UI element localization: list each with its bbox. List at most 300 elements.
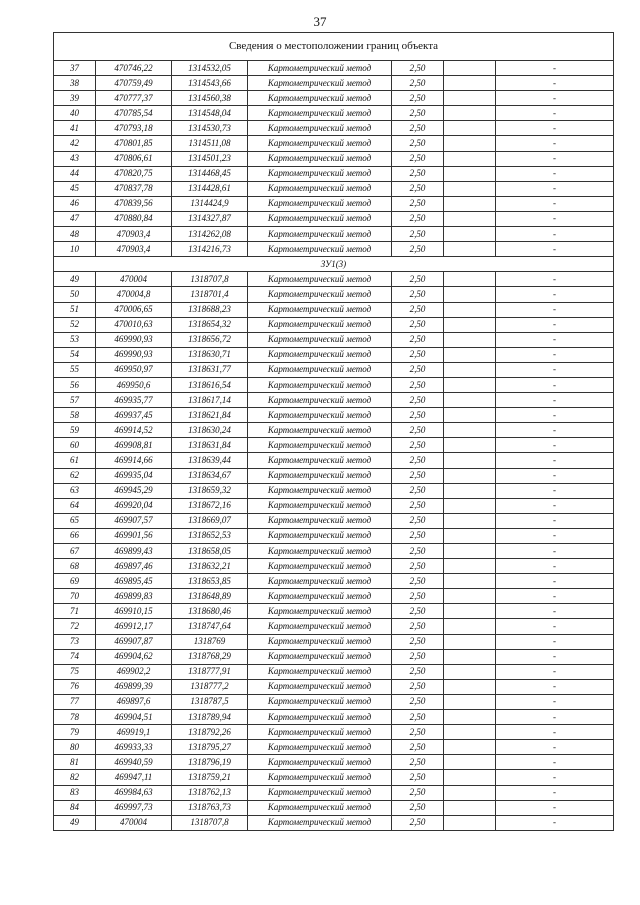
point-number: 58 — [54, 408, 96, 423]
method-cell: Картометрический метод — [248, 362, 392, 377]
x-coordinate: 469901,56 — [96, 528, 172, 543]
empty-cell — [444, 106, 496, 121]
method-cell: Картометрический метод — [248, 755, 392, 770]
dash-cell: - — [496, 589, 614, 604]
point-number: 68 — [54, 559, 96, 574]
point-number: 40 — [54, 106, 96, 121]
x-coordinate: 469997,73 — [96, 800, 172, 815]
table-row — [54, 362, 614, 377]
empty-cell — [444, 770, 496, 785]
table-row — [54, 559, 614, 574]
method-cell: Картометрический метод — [248, 740, 392, 755]
empty-cell — [444, 76, 496, 91]
dash-cell: - — [496, 710, 614, 725]
method-cell: Картометрический метод — [248, 91, 392, 106]
method-cell: Картометрический метод — [248, 634, 392, 649]
empty-cell — [444, 227, 496, 242]
table-row — [54, 800, 614, 815]
point-number: 82 — [54, 770, 96, 785]
empty-cell — [444, 151, 496, 166]
accuracy-cell: 2,50 — [392, 317, 444, 332]
table-row — [54, 679, 614, 694]
empty-cell — [444, 513, 496, 528]
method-cell: Картометрический метод — [248, 528, 392, 543]
y-coordinate: 1314428,61 — [172, 181, 248, 196]
table-row — [54, 121, 614, 136]
x-coordinate: 470903,4 — [96, 242, 172, 257]
accuracy-cell: 2,50 — [392, 664, 444, 679]
accuracy-cell: 2,50 — [392, 679, 444, 694]
x-coordinate: 469897,46 — [96, 559, 172, 574]
y-coordinate: 1318789,94 — [172, 710, 248, 725]
dash-cell: - — [496, 91, 614, 106]
method-cell: Картометрический метод — [248, 151, 392, 166]
accuracy-cell: 2,50 — [392, 347, 444, 362]
dash-cell: - — [496, 121, 614, 136]
x-coordinate: 469910,15 — [96, 604, 172, 619]
y-coordinate: 1314327,87 — [172, 211, 248, 226]
accuracy-cell: 2,50 — [392, 710, 444, 725]
dash-cell: - — [496, 166, 614, 181]
table-row — [54, 377, 614, 392]
y-coordinate: 1318617,14 — [172, 393, 248, 408]
accuracy-cell: 2,50 — [392, 408, 444, 423]
table-row — [54, 332, 614, 347]
table-row — [54, 453, 614, 468]
point-number: 49 — [54, 815, 96, 830]
x-coordinate: 470004 — [96, 815, 172, 830]
method-cell: Картометрический метод — [248, 76, 392, 91]
dash-cell: - — [496, 800, 614, 815]
accuracy-cell: 2,50 — [392, 76, 444, 91]
point-number: 48 — [54, 227, 96, 242]
y-coordinate: 1318777,91 — [172, 664, 248, 679]
x-coordinate: 470004,8 — [96, 287, 172, 302]
x-coordinate: 469899,83 — [96, 589, 172, 604]
empty-cell — [444, 574, 496, 589]
dash-cell: - — [496, 287, 614, 302]
table-row — [54, 211, 614, 226]
method-cell: Картометрический метод — [248, 800, 392, 815]
x-coordinate: 469937,45 — [96, 408, 172, 423]
y-coordinate: 1318652,53 — [172, 528, 248, 543]
point-number: 57 — [54, 393, 96, 408]
accuracy-cell: 2,50 — [392, 377, 444, 392]
x-coordinate: 470004 — [96, 272, 172, 287]
y-coordinate: 1318747,64 — [172, 619, 248, 634]
x-coordinate: 469935,77 — [96, 393, 172, 408]
table-row — [54, 574, 614, 589]
point-number: 46 — [54, 196, 96, 211]
point-number: 71 — [54, 604, 96, 619]
method-cell: Картометрический метод — [248, 61, 392, 76]
dash-cell: - — [496, 272, 614, 287]
point-number: 73 — [54, 634, 96, 649]
y-coordinate: 1318792,26 — [172, 725, 248, 740]
table-row — [54, 61, 614, 76]
accuracy-cell: 2,50 — [392, 498, 444, 513]
accuracy-cell: 2,50 — [392, 589, 444, 604]
x-coordinate: 469895,45 — [96, 574, 172, 589]
method-cell: Картометрический метод — [248, 468, 392, 483]
empty-cell — [444, 211, 496, 226]
point-number: 49 — [54, 272, 96, 287]
point-number: 53 — [54, 332, 96, 347]
dash-cell: - — [496, 513, 614, 528]
point-number: 66 — [54, 528, 96, 543]
accuracy-cell: 2,50 — [392, 574, 444, 589]
empty-cell — [444, 710, 496, 725]
empty-cell — [444, 181, 496, 196]
method-cell: Картометрический метод — [248, 483, 392, 498]
y-coordinate: 1314468,45 — [172, 166, 248, 181]
point-number: 84 — [54, 800, 96, 815]
point-number: 60 — [54, 438, 96, 453]
method-cell: Картометрический метод — [248, 619, 392, 634]
dash-cell: - — [496, 604, 614, 619]
point-number: 42 — [54, 136, 96, 151]
x-coordinate: 470793,18 — [96, 121, 172, 136]
section-label: ЗУ1(3) — [54, 257, 614, 272]
y-coordinate: 1314424,9 — [172, 196, 248, 211]
y-coordinate: 1318616,54 — [172, 377, 248, 392]
x-coordinate: 469990,93 — [96, 332, 172, 347]
y-coordinate: 1318707,8 — [172, 815, 248, 830]
empty-cell — [444, 619, 496, 634]
point-number: 59 — [54, 423, 96, 438]
accuracy-cell: 2,50 — [392, 649, 444, 664]
method-cell: Картометрический метод — [248, 453, 392, 468]
x-coordinate: 469904,51 — [96, 710, 172, 725]
table-row — [54, 619, 614, 634]
empty-cell — [444, 498, 496, 513]
dash-cell: - — [496, 181, 614, 196]
accuracy-cell: 2,50 — [392, 815, 444, 830]
table-row — [54, 815, 614, 830]
y-coordinate: 1318656,72 — [172, 332, 248, 347]
table-row — [54, 302, 614, 317]
point-number: 76 — [54, 679, 96, 694]
table-title-row — [54, 33, 614, 61]
dash-cell: - — [496, 815, 614, 830]
dash-cell: - — [496, 574, 614, 589]
table-row — [54, 136, 614, 151]
empty-cell — [444, 634, 496, 649]
dash-cell: - — [496, 498, 614, 513]
accuracy-cell: 2,50 — [392, 287, 444, 302]
method-cell: Картометрический метод — [248, 725, 392, 740]
method-cell: Картометрический метод — [248, 498, 392, 513]
x-coordinate: 470806,61 — [96, 151, 172, 166]
dash-cell: - — [496, 227, 614, 242]
empty-cell — [444, 287, 496, 302]
y-coordinate: 1318630,71 — [172, 347, 248, 362]
accuracy-cell: 2,50 — [392, 227, 444, 242]
dash-cell: - — [496, 408, 614, 423]
x-coordinate: 469940,59 — [96, 755, 172, 770]
x-coordinate: 469914,52 — [96, 423, 172, 438]
y-coordinate: 1318669,07 — [172, 513, 248, 528]
method-cell: Картометрический метод — [248, 347, 392, 362]
empty-cell — [444, 604, 496, 619]
y-coordinate: 1318634,67 — [172, 468, 248, 483]
y-coordinate: 1318768,29 — [172, 649, 248, 664]
empty-cell — [444, 694, 496, 709]
empty-cell — [444, 740, 496, 755]
point-number: 51 — [54, 302, 96, 317]
accuracy-cell: 2,50 — [392, 151, 444, 166]
y-coordinate: 1318680,46 — [172, 604, 248, 619]
dash-cell: - — [496, 302, 614, 317]
method-cell: Картометрический метод — [248, 679, 392, 694]
empty-cell — [444, 91, 496, 106]
point-number: 50 — [54, 287, 96, 302]
accuracy-cell: 2,50 — [392, 694, 444, 709]
table-row — [54, 166, 614, 181]
empty-cell — [444, 649, 496, 664]
table-row — [54, 106, 614, 121]
dash-cell: - — [496, 317, 614, 332]
method-cell: Картометрический метод — [248, 136, 392, 151]
table-row — [54, 272, 614, 287]
x-coordinate: 469899,39 — [96, 679, 172, 694]
method-cell: Картометрический метод — [248, 166, 392, 181]
table-row — [54, 710, 614, 725]
dash-cell: - — [496, 559, 614, 574]
y-coordinate: 1318658,05 — [172, 544, 248, 559]
accuracy-cell: 2,50 — [392, 604, 444, 619]
table-row — [54, 91, 614, 106]
point-number: 54 — [54, 347, 96, 362]
dash-cell: - — [496, 755, 614, 770]
point-number: 63 — [54, 483, 96, 498]
dash-cell: - — [496, 136, 614, 151]
accuracy-cell: 2,50 — [392, 740, 444, 755]
table-row — [54, 468, 614, 483]
empty-cell — [444, 483, 496, 498]
table-row — [54, 242, 614, 257]
point-number: 74 — [54, 649, 96, 664]
method-cell: Картометрический метод — [248, 408, 392, 423]
point-number: 45 — [54, 181, 96, 196]
point-number: 44 — [54, 166, 96, 181]
empty-cell — [444, 800, 496, 815]
y-coordinate: 1318759,21 — [172, 770, 248, 785]
y-coordinate: 1318688,23 — [172, 302, 248, 317]
accuracy-cell: 2,50 — [392, 483, 444, 498]
empty-cell — [444, 453, 496, 468]
point-number: 67 — [54, 544, 96, 559]
method-cell: Картометрический метод — [248, 317, 392, 332]
point-number: 47 — [54, 211, 96, 226]
y-coordinate: 1318707,8 — [172, 272, 248, 287]
dash-cell: - — [496, 196, 614, 211]
method-cell: Картометрический метод — [248, 649, 392, 664]
dash-cell: - — [496, 61, 614, 76]
point-number: 62 — [54, 468, 96, 483]
empty-cell — [444, 377, 496, 392]
dash-cell: - — [496, 468, 614, 483]
accuracy-cell: 2,50 — [392, 725, 444, 740]
empty-cell — [444, 196, 496, 211]
table-row — [54, 227, 614, 242]
method-cell: Картометрический метод — [248, 332, 392, 347]
accuracy-cell: 2,50 — [392, 332, 444, 347]
method-cell: Картометрический метод — [248, 423, 392, 438]
empty-cell — [444, 679, 496, 694]
point-number: 38 — [54, 76, 96, 91]
method-cell: Картометрический метод — [248, 694, 392, 709]
x-coordinate: 469947,11 — [96, 770, 172, 785]
y-coordinate: 1318762,13 — [172, 785, 248, 800]
accuracy-cell: 2,50 — [392, 91, 444, 106]
method-cell: Картометрический метод — [248, 574, 392, 589]
empty-cell — [444, 362, 496, 377]
x-coordinate: 470837,78 — [96, 181, 172, 196]
accuracy-cell: 2,50 — [392, 423, 444, 438]
dash-cell: - — [496, 619, 614, 634]
accuracy-cell: 2,50 — [392, 272, 444, 287]
empty-cell — [444, 559, 496, 574]
dash-cell: - — [496, 393, 614, 408]
point-number: 64 — [54, 498, 96, 513]
empty-cell — [444, 272, 496, 287]
accuracy-cell: 2,50 — [392, 559, 444, 574]
dash-cell: - — [496, 634, 614, 649]
y-coordinate: 1314216,73 — [172, 242, 248, 257]
table-row — [54, 528, 614, 543]
point-number: 83 — [54, 785, 96, 800]
point-number: 37 — [54, 61, 96, 76]
y-coordinate: 1318632,21 — [172, 559, 248, 574]
table-row — [54, 589, 614, 604]
method-cell: Картометрический метод — [248, 106, 392, 121]
dash-cell: - — [496, 649, 614, 664]
empty-cell — [444, 528, 496, 543]
dash-cell: - — [496, 347, 614, 362]
method-cell: Картометрический метод — [248, 196, 392, 211]
y-coordinate: 1314548,04 — [172, 106, 248, 121]
accuracy-cell: 2,50 — [392, 393, 444, 408]
method-cell: Картометрический метод — [248, 393, 392, 408]
dash-cell: - — [496, 362, 614, 377]
x-coordinate: 470880,84 — [96, 211, 172, 226]
table-row — [54, 151, 614, 166]
point-number: 69 — [54, 574, 96, 589]
x-coordinate: 470801,85 — [96, 136, 172, 151]
accuracy-cell: 2,50 — [392, 755, 444, 770]
x-coordinate: 469984,63 — [96, 785, 172, 800]
y-coordinate: 1318763,73 — [172, 800, 248, 815]
dash-cell: - — [496, 483, 614, 498]
y-coordinate: 1314511,08 — [172, 136, 248, 151]
y-coordinate: 1318777,2 — [172, 679, 248, 694]
point-number: 43 — [54, 151, 96, 166]
y-coordinate: 1318787,5 — [172, 694, 248, 709]
dash-cell: - — [496, 423, 614, 438]
accuracy-cell: 2,50 — [392, 438, 444, 453]
table-row — [54, 483, 614, 498]
x-coordinate: 469933,33 — [96, 740, 172, 755]
point-number: 70 — [54, 589, 96, 604]
table-row — [54, 181, 614, 196]
method-cell: Картометрический метод — [248, 438, 392, 453]
y-coordinate: 1318631,84 — [172, 438, 248, 453]
empty-cell — [444, 317, 496, 332]
table-row — [54, 423, 614, 438]
method-cell: Картометрический метод — [248, 589, 392, 604]
x-coordinate: 470010,63 — [96, 317, 172, 332]
empty-cell — [444, 589, 496, 604]
empty-cell — [444, 544, 496, 559]
method-cell: Картометрический метод — [248, 272, 392, 287]
dash-cell: - — [496, 377, 614, 392]
point-number: 55 — [54, 362, 96, 377]
x-coordinate: 469902,2 — [96, 664, 172, 679]
table-row — [54, 664, 614, 679]
table-row — [54, 76, 614, 91]
accuracy-cell: 2,50 — [392, 800, 444, 815]
method-cell: Картометрический метод — [248, 815, 392, 830]
x-coordinate: 469990,93 — [96, 347, 172, 362]
y-coordinate: 1314262,08 — [172, 227, 248, 242]
x-coordinate: 469907,87 — [96, 634, 172, 649]
method-cell: Картометрический метод — [248, 785, 392, 800]
y-coordinate: 1314543,66 — [172, 76, 248, 91]
point-number: 39 — [54, 91, 96, 106]
empty-cell — [444, 242, 496, 257]
point-number: 56 — [54, 377, 96, 392]
method-cell: Картометрический метод — [248, 302, 392, 317]
x-coordinate: 470820,75 — [96, 166, 172, 181]
table-row — [54, 634, 614, 649]
y-coordinate: 1314560,38 — [172, 91, 248, 106]
y-coordinate: 1318796,19 — [172, 755, 248, 770]
empty-cell — [444, 302, 496, 317]
empty-cell — [444, 815, 496, 830]
point-number: 61 — [54, 453, 96, 468]
y-coordinate: 1318654,32 — [172, 317, 248, 332]
empty-cell — [444, 121, 496, 136]
method-cell: Картометрический метод — [248, 227, 392, 242]
empty-cell — [444, 136, 496, 151]
dash-cell: - — [496, 151, 614, 166]
method-cell: Картометрический метод — [248, 604, 392, 619]
y-coordinate: 1314532,05 — [172, 61, 248, 76]
x-coordinate: 469920,04 — [96, 498, 172, 513]
accuracy-cell: 2,50 — [392, 196, 444, 211]
point-number: 72 — [54, 619, 96, 634]
accuracy-cell: 2,50 — [392, 166, 444, 181]
table-row — [54, 740, 614, 755]
table-row — [54, 196, 614, 211]
accuracy-cell: 2,50 — [392, 362, 444, 377]
dash-cell: - — [496, 679, 614, 694]
table-row — [54, 287, 614, 302]
empty-cell — [444, 166, 496, 181]
x-coordinate: 470746,22 — [96, 61, 172, 76]
x-coordinate: 469950,97 — [96, 362, 172, 377]
empty-cell — [444, 393, 496, 408]
table-row — [54, 408, 614, 423]
point-number: 10 — [54, 242, 96, 257]
accuracy-cell: 2,50 — [392, 544, 444, 559]
point-number: 79 — [54, 725, 96, 740]
method-cell: Картометрический метод — [248, 770, 392, 785]
y-coordinate: 1318639,44 — [172, 453, 248, 468]
table-row — [54, 544, 614, 559]
accuracy-cell: 2,50 — [392, 453, 444, 468]
